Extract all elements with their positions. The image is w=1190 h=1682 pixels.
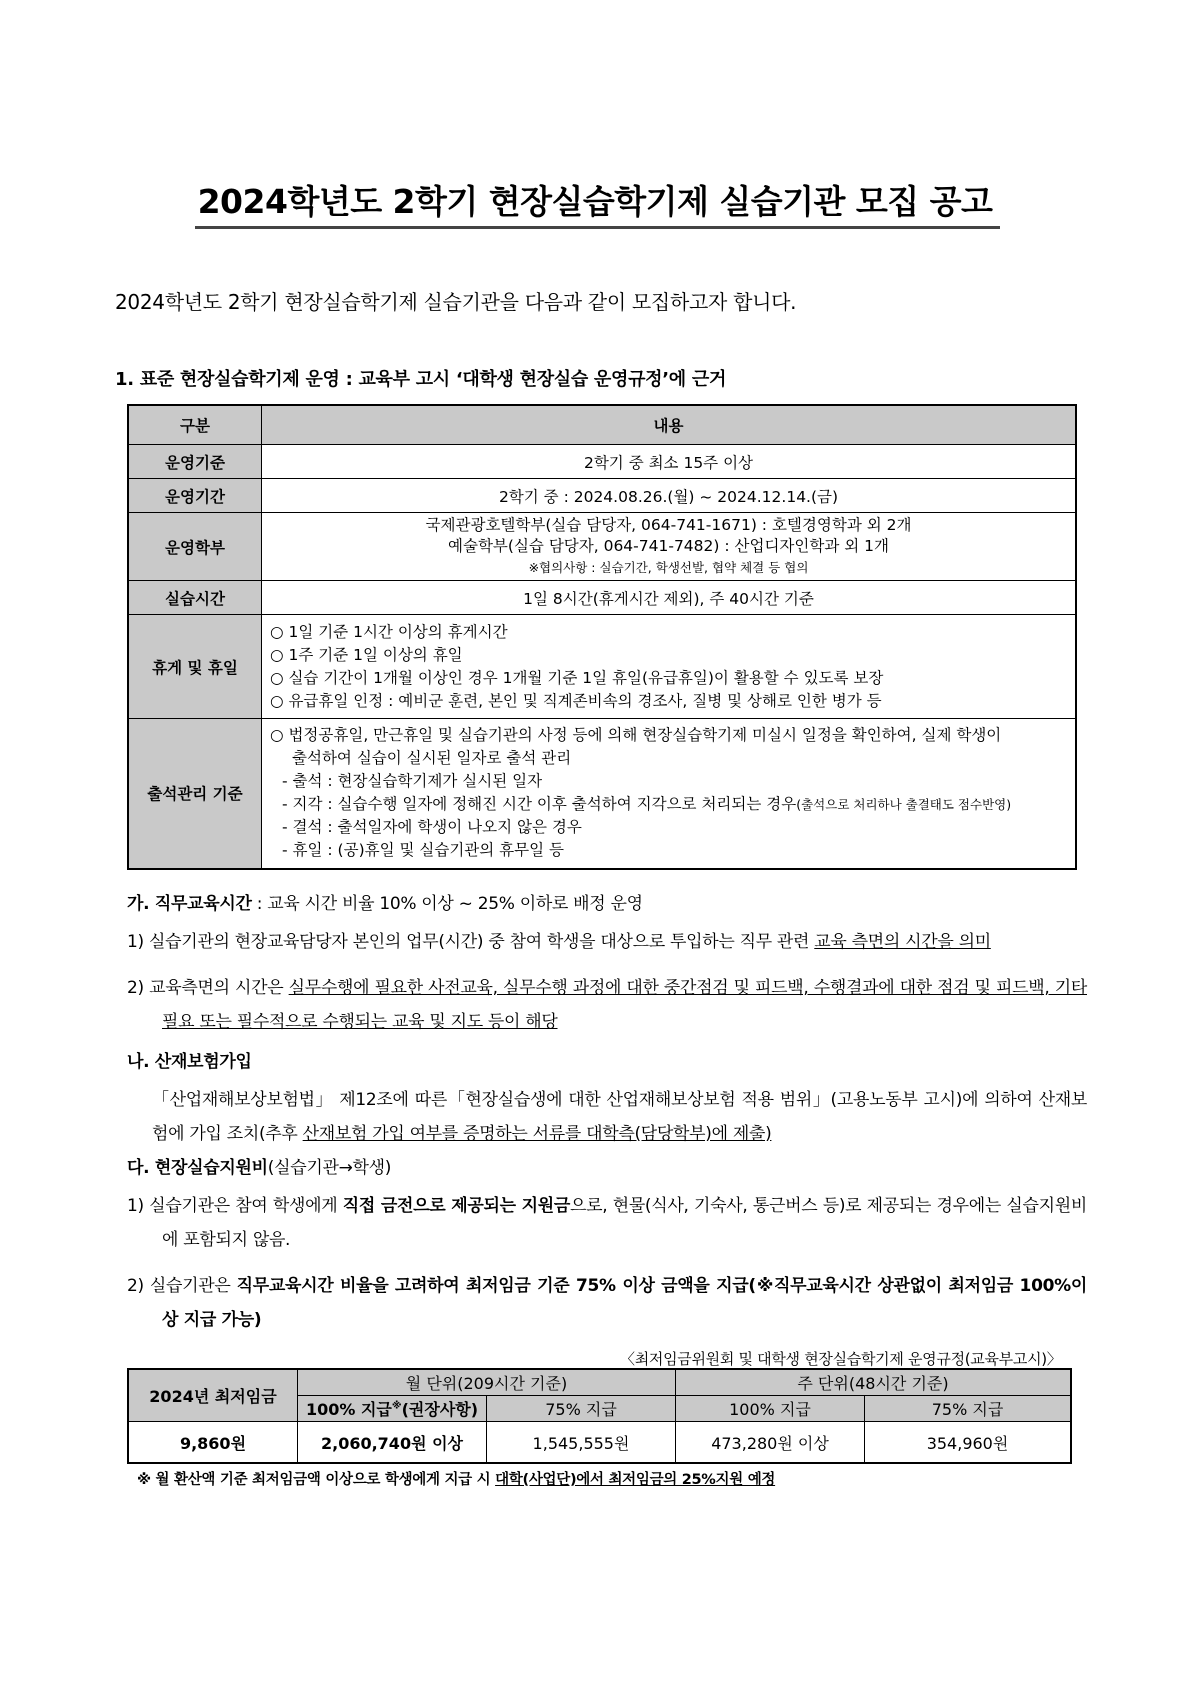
row-label-rest: 휴게 및 휴일 bbox=[128, 615, 262, 719]
monthly-100-recommended: (권장사항) bbox=[401, 1400, 479, 1419]
section-na-paragraph bbox=[127, 1083, 1087, 1151]
row-label-attendance: 출석관리 기준 bbox=[128, 719, 262, 869]
section-da-item-1 bbox=[127, 1189, 1087, 1257]
header-content: 내용 bbox=[262, 405, 1077, 445]
table-row bbox=[128, 479, 1076, 513]
wage-header-row-1 bbox=[128, 1369, 1071, 1396]
section-da-item-2 bbox=[127, 1269, 1087, 1337]
attendance-line-1: ○ 법정공휴일, 만근휴일 및 실습기관의 사정 등에 의해 현장실습학기제 미실시 일정을 확인하여, 실제 학생이 bbox=[270, 726, 1002, 745]
attendance-line-5: - 휴일 : (공)휴일 및 실습기관의 휴무일 등 bbox=[282, 841, 564, 860]
row-value-rest bbox=[262, 615, 1077, 719]
section-1-heading: 1. 표준 현장실습학기제 운영 : 교육부 고시 ‘대학생 현장실습 운영규정’에 근거 bbox=[115, 369, 727, 390]
row-value-dept bbox=[262, 513, 1077, 581]
da-item-1-b: 직접 금전으로 제공되는 지원금 bbox=[342, 1196, 570, 1216]
row-value-period: 2학기 중 : 2024.08.26.(월) ~ 2024.12.14.(금) bbox=[262, 479, 1077, 513]
row-label-dept: 운영학부 bbox=[128, 513, 262, 581]
wage-monthly-100: 2,060,740원 이상 bbox=[298, 1422, 487, 1464]
da-item-1-a: 1) 실습기관은 참여 학생에게 bbox=[127, 1196, 343, 1216]
table-header-row bbox=[128, 405, 1076, 445]
wage-header-weekly-75: 75% 지급 bbox=[865, 1396, 1072, 1422]
title-underline bbox=[195, 226, 1000, 229]
rest-line-2: ○ 1주 기준 1일 이상의 휴일 bbox=[270, 645, 463, 664]
attendance-line-4: - 결석 : 출석일자에 학생이 나오지 않은 경우 bbox=[282, 818, 582, 837]
wage-header-monthly-100 bbox=[298, 1396, 487, 1422]
rest-line-1: ○ 1일 기준 1시간 이상의 휴게시간 bbox=[270, 622, 508, 641]
row-label-standard: 운영기준 bbox=[128, 445, 262, 479]
wage-header-weekly-100: 100% 지급 bbox=[676, 1396, 865, 1422]
footnote bbox=[137, 1468, 775, 1489]
page-title: 2024학년도 2학기 현장실습학기제 실습기관 모집 공고 bbox=[197, 182, 993, 221]
attendance-line-2: - 출석 : 현장실습학기제가 실시된 일자 bbox=[282, 772, 543, 791]
monthly-100-label: 100% 지급 bbox=[305, 1400, 392, 1419]
section-da-heading bbox=[127, 1157, 1087, 1179]
rest-line-3: ○ 실습 기간이 1개월 이상인 경우 1개월 기준 1일 휴일(유급휴일)이 활용할 수 있도록 보장 bbox=[270, 668, 884, 687]
table-row bbox=[128, 615, 1076, 719]
section-na-heading: 나. 산재보험가입 bbox=[127, 1052, 252, 1072]
row-value-attendance bbox=[262, 719, 1077, 869]
attendance-late: - 지각 : 실습수행 일자에 정해진 시간 이후 출석하여 지각으로 처리되는 경우 bbox=[282, 795, 797, 814]
footnote-text: ※ 월 환산액 기준 최저임금액 이상으로 학생에게 지급 시 bbox=[137, 1472, 496, 1488]
footnote-underline: 대학(사업단)에서 최저임금의 25%지원 예정 bbox=[495, 1472, 776, 1488]
attendance-late-note: (출석으로 처리하나 출결태도 점수반영) bbox=[796, 797, 1012, 813]
wage-weekly-75: 354,960원 bbox=[865, 1422, 1072, 1464]
attendance-line-1b: 출석하여 실습이 실시된 일자로 출석 관리 bbox=[292, 749, 572, 768]
operation-table bbox=[127, 404, 1077, 870]
na-underline: 산재보험 가입 여부를 증명하는 서류를 대학측(담당학부)에 제출) bbox=[302, 1124, 772, 1144]
table-row bbox=[128, 719, 1076, 869]
da-item-2-b: 직무교육시간 비율을 고려하여 최저임금 기준 75% 이상 금액을 지급(※직무교육시간 상관없이 최저임금 100%이상 지급 가능) bbox=[162, 1276, 1087, 1330]
dept-note: ※협의사항 : 실습기간, 학생선발, 협약 체결 등 협의 bbox=[528, 560, 809, 575]
section-ga-title: 가. 직무교육시간 bbox=[127, 894, 252, 914]
ga-item-2-text: 2) 교육측면의 시간은 bbox=[127, 978, 289, 998]
monthly-100-mark: ※ bbox=[391, 1400, 402, 1412]
minimum-wage-table bbox=[127, 1368, 1072, 1464]
table-row bbox=[128, 513, 1076, 581]
dept-line-1: 국제관광호텔학부(실습 담당자, 064-741-1671) : 호텔경영학과 외 2개 bbox=[425, 516, 912, 534]
attendance-line-3 bbox=[270, 793, 1067, 816]
wage-header-minimum: 2024년 최저임금 bbox=[128, 1369, 298, 1422]
table-row bbox=[128, 581, 1076, 615]
header-category: 구분 bbox=[128, 405, 262, 445]
da-item-1-c: 으로, 현물(식사, 기숙사, 통근버스 등)로 제공되는 경우에는 실습지원비에 포함되지 않음. bbox=[162, 1196, 1087, 1250]
wage-weekly-100: 473,280원 이상 bbox=[676, 1422, 865, 1464]
na-text: 「산업재해보상보험법」 제12조에 따른「현장실습생에 대한 산업재해보상보험 적용 범위」(고용노동부 고시)에 의하여 산재보험에 가입 조치(추후 bbox=[152, 1090, 1087, 1144]
wage-header-monthly-75: 75% 지급 bbox=[487, 1396, 676, 1422]
ga-item-2-underline: 실무수행에 필요한 사전교육, 실무수행 과정에 대한 중간점검 및 피드백, 수행결과에 대한 점검 및 피드백, 기타 필요 또는 필수적으로 수행되는 교육 및 지도 등이 해당 bbox=[162, 978, 1087, 1032]
wage-header-monthly: 월 단위(209시간 기준) bbox=[298, 1369, 676, 1396]
section-ga-heading bbox=[127, 893, 1087, 915]
row-label-hours: 실습시간 bbox=[128, 581, 262, 615]
table-row bbox=[128, 445, 1076, 479]
section-da-subtitle: (실습기관→학생) bbox=[267, 1158, 392, 1178]
wage-value-row bbox=[128, 1422, 1071, 1464]
section-ga-item-2 bbox=[127, 971, 1087, 1039]
source-note: 〈최저임금위원회 및 대학생 현장실습학기제 운영규정(교육부고시)〉 bbox=[620, 1350, 1062, 1368]
section-ga-subtitle: : 교육 시간 비율 10% 이상 ~ 25% 이하로 배정 운영 bbox=[251, 894, 643, 914]
ga-item-1-text: 1) 실습기관의 현장교육담당자 본인의 업무(시간) 중 참여 학생을 대상으로 투입하는 직무 관련 bbox=[127, 932, 815, 952]
dept-line-2: 예술학부(실습 담당자, 064-741-7482) : 산업디자인학과 외 1개 bbox=[448, 537, 889, 555]
row-label-period: 운영기간 bbox=[128, 479, 262, 513]
section-ga-item-1 bbox=[127, 925, 1087, 959]
intro-text: 2024학년도 2학기 현장실습학기제 실습기관을 다음과 같이 모집하고자 합니다. bbox=[115, 290, 797, 314]
rest-line-4: ○ 유급휴일 인정 : 예비군 훈련, 본인 및 직계존비속의 경조사, 질병 및 상해로 인한 병가 등 bbox=[270, 691, 882, 710]
row-value-hours: 1일 8시간(휴게시간 제외), 주 40시간 기준 bbox=[262, 581, 1077, 615]
wage-monthly-75: 1,545,555원 bbox=[487, 1422, 676, 1464]
da-item-2-a: 2) 실습기관은 bbox=[127, 1276, 237, 1296]
row-value-standard: 2학기 중 최소 15주 이상 bbox=[262, 445, 1077, 479]
ga-item-1-underline: 교육 측면의 시간을 의미 bbox=[814, 932, 991, 952]
wage-header-weekly: 주 단위(48시간 기준) bbox=[676, 1369, 1072, 1396]
document-body bbox=[127, 893, 1087, 1349]
wage-value: 9,860원 bbox=[128, 1422, 298, 1464]
section-da-title: 다. 현장실습지원비 bbox=[127, 1158, 268, 1178]
